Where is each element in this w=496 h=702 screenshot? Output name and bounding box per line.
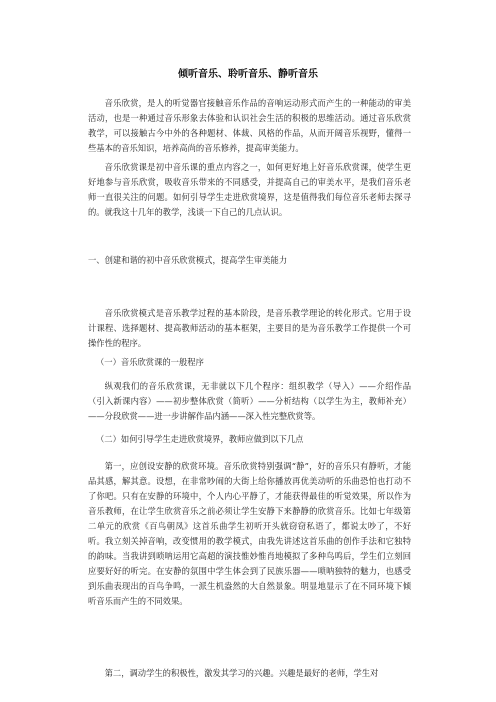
paragraph-model: 音乐欣赏模式是音乐教学过程的基本阶段，是音乐教学理论的转化形式。它用于设计课程、选择题材、提高教师活动的基本框架，主要目的是为音乐教学工作提供一个可操作性的程序。: [88, 308, 411, 348]
document-title: 倾听音乐、聆听音乐、静听音乐: [178, 69, 318, 80]
paragraph-point-two: 第二，调动学生的积极性，激发其学习的兴趣。兴趣是最好的老师，学生对: [104, 668, 379, 678]
subsection-heading-1: （一）音乐欣赏课的一般程序: [96, 357, 204, 367]
paragraph-point-one: 第一，应创设安静的欣赏环境。音乐欣赏特别强调“静”，好的音乐只有静听，才能品其感，解其意。设想，在非常吵闹的大街上给你播放再优美动听的乐曲恐怕也打动不了你吧。只有在安静的环境中，个人内心平静了，才能获得最佳的听觉效果，所以作为音乐教师，在让学生欣赏音乐之前必须让学生安静下来静静的欣赏音乐。比如七年级第二单元的欣赏《百鸟朝凤》这首乐曲学生初听开头就窃窃私语了，都说太吵了，不好听。我立刻关掉音响，改变惯用的教学模式，由我先讲述这首乐曲的创作手法和它独特的韵味。当我讲到唢呐运用它高超的演技惟妙惟肖地模拟了多种鸟鸣后，学生们立刻回应要好好的听完。在安静的氛围中学生体会到了民族乐器——唢呐独特的魅力，也感受到乐曲表现出的百鸟争鸣，一派生机盎然的大自然景象。明显地显示了在不同环境下倾听音乐而产生的不同效果。: [88, 461, 411, 606]
paragraph-intro: 音乐欣赏，是人的听觉器官接触音乐作品的音响运动形式而产生的一种能动的审美活动，也是一种通过音乐形象去体验和认识社会生活的积极的思维活动。通过音乐欣赏教学，可以接触古今中外的各种题材、体裁、风格的作品，从而开阔音乐视野，懂得一些基本的音乐知识，培养高尚的音乐修养，提高审美能力。: [88, 98, 411, 153]
subsection-heading-2: （二）如何引导学生走进欣赏境界，教师应做到以下几点: [96, 434, 304, 444]
paragraph-procedure: 纵观我们的音乐欣赏课，无非就以下几个程序：组织教学（导入）——介绍作品（引入新课内容）——初步整体欣赏（简听）——分析结构（以学生为主，教师补充）——分段欣赏——进一步讲解作品内涵——深入性完整欣赏等。: [88, 381, 411, 421]
section-heading-1: 一、创建和谐的初中音乐欣赏模式，提高学生审美能力: [88, 255, 288, 265]
paragraph-background: 音乐欣赏课是初中音乐课的重点内容之一，如何更好地上好音乐欣赏课，使学生更好地参与音乐欣赏，吸收音乐带来的不同感受，并提高自己的审美水平，是我们音乐老师一直很关注的问题。如何引导学生走进欣赏境界，这是值得我们每位音乐老师去探寻的。就我这十几年的教学，浅谈一下自己的几点认识。: [88, 162, 411, 217]
